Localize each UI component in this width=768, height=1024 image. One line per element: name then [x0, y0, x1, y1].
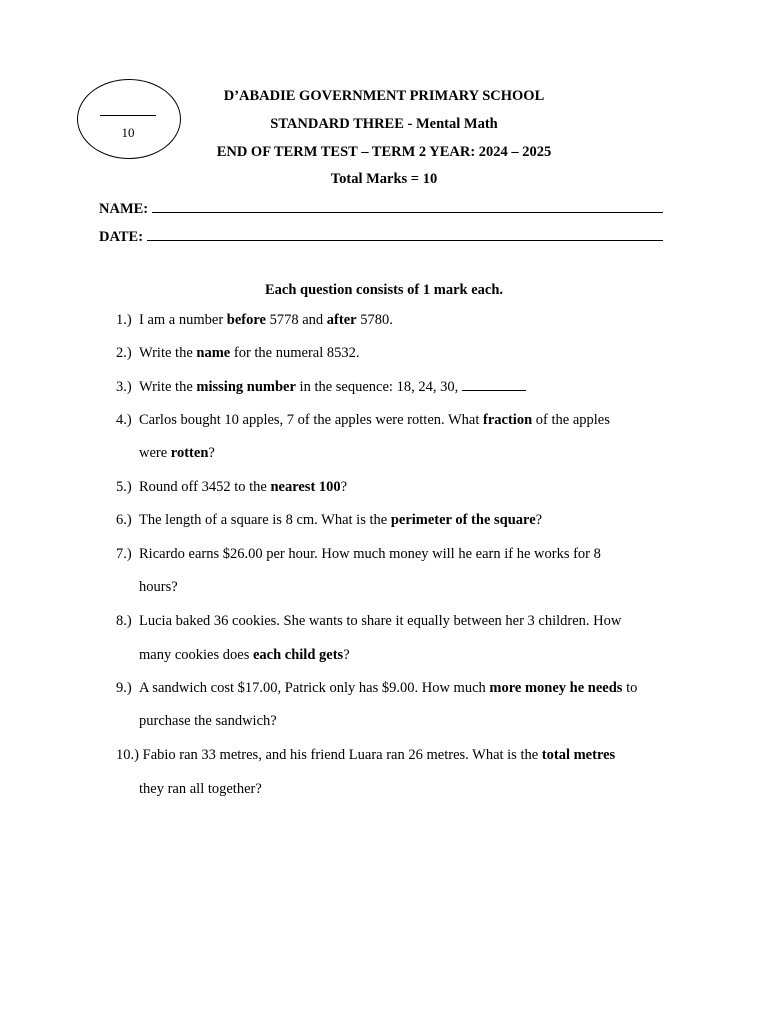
question-number: 4.) — [116, 412, 132, 428]
question-number: 3.) — [116, 379, 132, 395]
question-number: 7.) — [116, 546, 132, 562]
question-number: 9.) — [116, 680, 132, 696]
question-8-continued: many cookies does each child gets? — [139, 647, 350, 663]
question-10-continued: they ran all together? — [139, 781, 262, 797]
question-4: 4.) Carlos bought 10 apples, 7 of the apples were rotten. What fraction of the apples — [116, 412, 610, 428]
question-number: 5.) — [116, 479, 132, 495]
question-3: 3.) Write the missing number in the sequence: 18, 24, 30, — [116, 378, 676, 396]
question-9-continued: purchase the sandwich? — [139, 713, 277, 729]
school-name: D’ABADIE GOVERNMENT PRIMARY SCHOOL — [223, 88, 545, 104]
date-label: DATE: — [99, 229, 144, 245]
instruction: Each question consists of 1 mark each. — [264, 282, 504, 298]
question-number: 2.) — [116, 345, 132, 361]
question-6: 6.) The length of a square is 8 cm. What is the perimeter of the square? — [116, 512, 543, 528]
class-title: STANDARD THREE - Mental Math — [270, 116, 498, 132]
question-7: 7.) Ricardo earns $26.00 per hour. How much money will he earn if he works for 8 — [116, 546, 601, 562]
question-9: 9.) A sandwich cost $17.00, Patrick only has $9.00. How much more money he needs to — [116, 680, 638, 696]
question-8: 8.) Lucia baked 36 cookies. She wants to share it equally between her 3 children. How — [116, 613, 622, 629]
question-number: 10.) — [116, 747, 139, 763]
name-field[interactable] — [99, 200, 663, 218]
question-2: 2.) Write the name for the numeral 8532. — [116, 345, 360, 361]
question-10: 10.) Fabio ran 33 metres, and his friend Luara ran 26 metres. What is the total metres — [116, 747, 616, 763]
total-marks: Total Marks = 10 — [330, 171, 438, 187]
question-number: 8.) — [116, 613, 132, 629]
question-4-continued: were rotten? — [139, 445, 215, 461]
question-1: 1.) I am a number before 5778 and after 5780. — [116, 312, 393, 328]
date-blank[interactable] — [147, 228, 663, 241]
answer-blank[interactable] — [462, 378, 526, 391]
question-7-continued: hours? — [139, 579, 178, 595]
date-field[interactable] — [99, 228, 663, 246]
name-blank[interactable] — [152, 200, 663, 213]
question-number: 6.) — [116, 512, 132, 528]
score-total: 10 — [121, 125, 135, 140]
question-number: 1.) — [116, 312, 132, 328]
name-label: NAME: — [99, 201, 149, 217]
question-5: 5.) Round off 3452 to the nearest 100? — [116, 479, 348, 495]
term-title: END OF TERM TEST – TERM 2 YEAR: 2024 – 2025 — [216, 144, 552, 160]
